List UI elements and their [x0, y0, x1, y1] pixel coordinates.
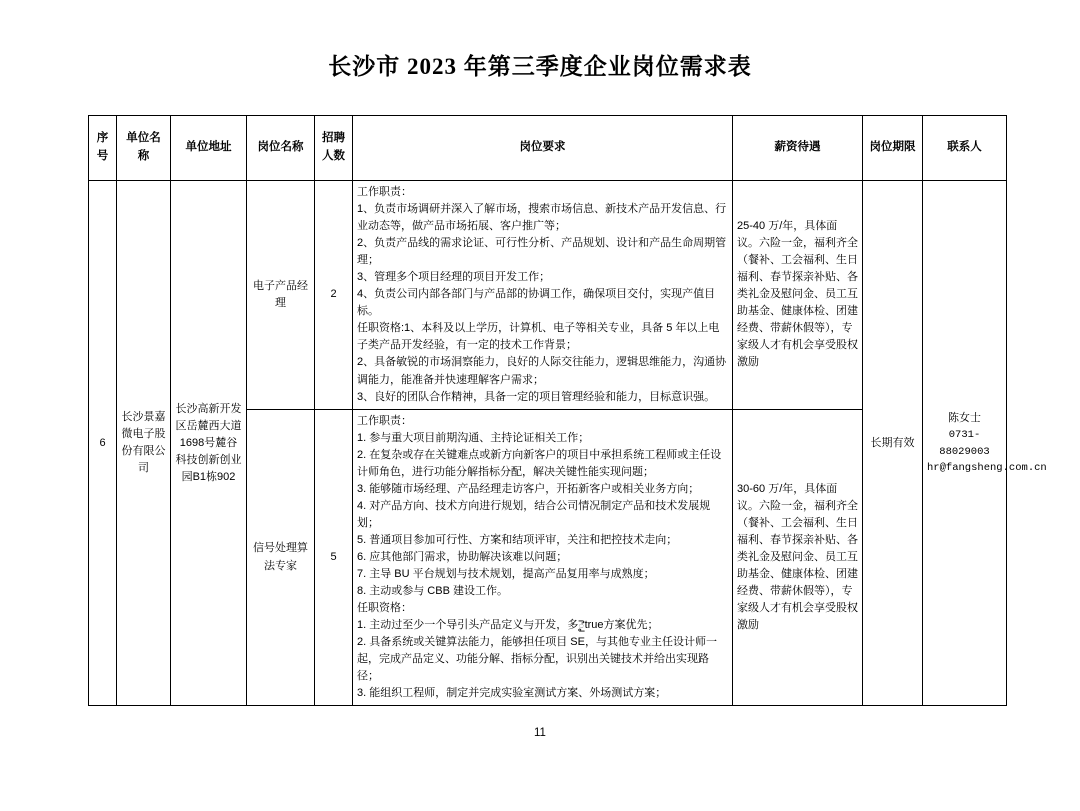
header-period: 岗位期限 — [863, 116, 923, 181]
requirement-line: 1、负责市场调研并深入了解市场，搜索市场信息、新技术产品开发信息、行业动态等，做产品市场拓展、客户推广等； — [357, 203, 727, 233]
requirement-line: 8. 主动或参与 CBB 建设工作。 — [357, 585, 508, 598]
page-title: 长沙市 2023 年第三季度企业岗位需求表 — [328, 54, 752, 79]
cell-headcount: 2 — [315, 181, 353, 410]
cell-address: 长沙高新开发区岳麓西大道1698号麓谷科技创新创业园B1栋902 — [171, 181, 247, 706]
requirement-line: 2. 在复杂或存在关键难点或新方向新客户的项目中承担系统工程师或主任设计师角色，进行功能分解指标分配，解决关键性能实现问题； — [357, 448, 722, 478]
job-table-container — [88, 115, 1047, 706]
requirement-line: 3、良好的团队合作精神，具备一定的项目管理经验和能力，目标意识强。 — [357, 390, 716, 403]
cell-requirements — [353, 181, 733, 410]
requirement-line: 工作职责： — [357, 186, 412, 198]
header-requirements: 岗位要求 — [353, 116, 733, 181]
header-seq: 序号 — [89, 116, 117, 181]
requirement-line: 工作职责： — [357, 414, 412, 427]
document-page — [0, 48, 1080, 811]
requirement-line: 4. 对产品方向、技术方向进行规划，结合公司情况制定产品和技术发展规划； — [357, 499, 711, 529]
requirement-line: 1. 主动过至少一个导引头产品定义与开发，多ైtrue方案优先； — [357, 619, 659, 632]
requirement-line: 3. 能够随市场经理、产品经理走访客户，开拓新客户或相关业务方向； — [357, 482, 700, 495]
header-headcount: 招聘人数 — [315, 116, 353, 181]
cell-job-title: 信号处理算法专家 — [247, 409, 315, 706]
requirement-line: 6. 应其他部门需求，协助解决该难以问题； — [357, 550, 568, 563]
header-company: 单位名称 — [117, 116, 171, 181]
requirement-line: 2、负责产品线的需求论证、可行性分析、产品规划、设计和产品生命周期管理； — [357, 237, 727, 267]
header-job-title: 岗位名称 — [247, 116, 315, 181]
cell-company: 长沙景嘉微电子股份有限公司 — [117, 181, 171, 706]
table-header-row — [89, 116, 1007, 181]
table-row — [89, 181, 1007, 410]
requirement-line: 3、管理多个项目经理的项目开发工作； — [357, 271, 551, 284]
header-address: 单位地址 — [171, 116, 247, 181]
requirement-line: 任职资格： — [357, 602, 412, 615]
requirement-line: 任职资格:1、本科及以上学历，计算机、电子等相关专业，具备 5 年以上电子类产品开发经验，有一定的技术工作背景； — [357, 322, 720, 352]
requirement-line: 2、具备敏锐的市场洞察能力，良好的人际交往能力，逻辑思维能力，沟通协调能力，能准备并快速理解客户需求； — [357, 356, 727, 386]
header-contact: 联系人 — [923, 116, 1007, 181]
cell-salary: 25-40 万/年，具体面议。六险一金，福利齐全（餐补、工会福利、生日福利、春节探亲补贴、各类礼金及慰问金、员工互助基金、健康体检、团建经费、带薪休假等），专家级人才有机会享受股权激励 — [733, 181, 863, 410]
contact-email: hr@fangsheng.com.cn — [927, 461, 1047, 474]
cell-requirements — [353, 409, 733, 706]
requirement-line: 4、负责公司内部各部门与产品部的协调工作，确保项目交付，实现产值目标。 — [357, 288, 716, 318]
cell-seq: 6 — [89, 181, 117, 706]
contact-name: 陈女士 — [948, 412, 981, 425]
job-requirements-table — [88, 115, 1047, 706]
cell-job-title: 电子产品经理 — [247, 181, 315, 410]
cell-headcount: 5 — [315, 409, 353, 706]
requirement-line: 1. 参与重大项目前期沟通、主持论证相关工作； — [357, 431, 590, 444]
requirement-line: 5. 普通项目参加可行性、方案和结项评审，关注和把控技术走向； — [357, 533, 678, 546]
requirement-line: 7. 主导 BU 平台规划与技术规划，提高产品复用率与成熟度； — [357, 568, 655, 581]
requirement-line: 2. 具备系统或关键算法能力，能够担任项目 SE，与其他专业主任设计师一起，完成产品定义、功能分解、指标分配，识别出关键技术并给出实现路径； — [357, 636, 717, 683]
cell-salary: 30-60 万/年，具体面议。六险一金，福利齐全（餐补、工会福利、生日福利、春节探亲补贴、各类礼金及慰问金、员工互助基金、健康体检、团建经费、带薪休假等），专家级人才有机会享受股权激励 — [733, 409, 863, 706]
cell-contact — [923, 181, 1047, 706]
header-salary: 薪资待遇 — [733, 116, 863, 181]
page-number: 11 — [534, 727, 546, 739]
requirement-line: 3. 能组织工程师，制定并完成实验室测试方案、外场测试方案； — [357, 687, 667, 700]
contact-phone: 0731-88029003 — [939, 429, 990, 458]
cell-period: 长期有效 — [863, 181, 923, 706]
